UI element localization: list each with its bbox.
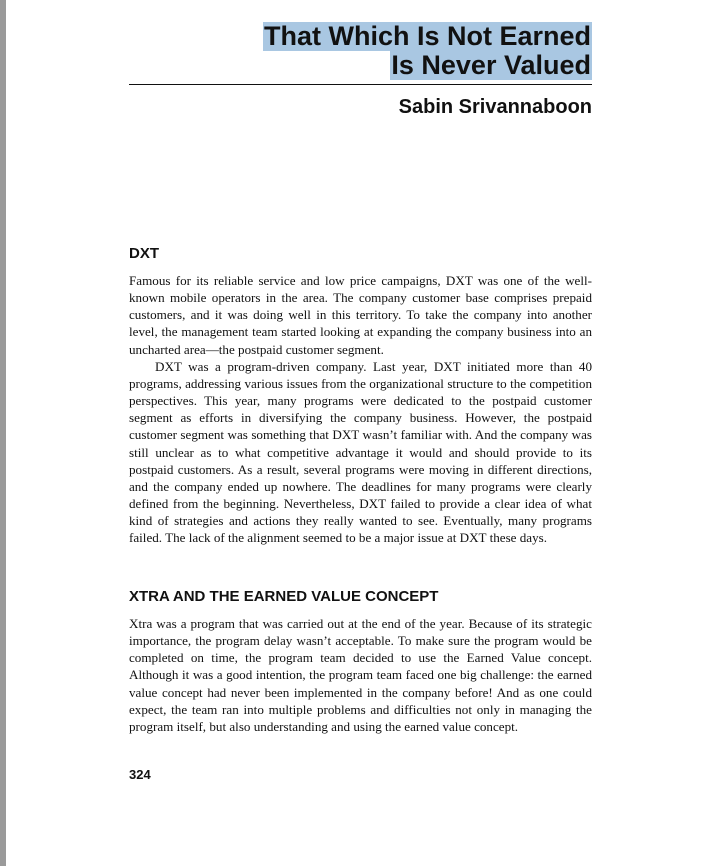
section-heading-xtra: XTRA AND THE EARNED VALUE CONCEPT: [129, 588, 439, 605]
paragraph: Xtra was a program that was carried out at the end of the year. Because of its strategic importance, the program delay wasn’t acceptable. To make sure the program would be completed on time, the program team decided to use the Earned Value concept. Although it was a good intention, the program team faced one big challenge: the earned value concept had never been implemented in the company before! And as one could expect, the team ran into multiple problems and difficulties not only in managing the program itself, but also understanding and using the earned value concept.: [129, 616, 592, 734]
chapter-author: Sabin Srivannaboon: [398, 96, 592, 118]
page-number: 324: [129, 767, 151, 782]
title-divider: [129, 84, 592, 85]
paragraph: DXT was a program-driven company. Last year, DXT initiated more than 40 programs, addressing various issues from the organizational structure to the competition perspectives. This year, many programs were dedicated to the postpaid customer segment as efforts in diversifying the company business. However, the postpaid customer segment was something that DXT wasn’t familiar with. And the company was still unclear as to what competitive advantage it would and should provide to its postpaid customers. As a result, several programs were moving in different directions, and the company ended up nowhere. The deadlines for many programs were clearly defined from the beginning. Nevertheless, DXT failed to provide a clear idea of what kind of strategies and actions they really wanted to see. Eventually, many programs failed. The lack of the alignment seemed to be a major issue at DXT these days.: [129, 358, 592, 546]
section-heading-dxt: DXT: [129, 245, 159, 262]
chapter-title-line-2[interactable]: Is Never Valued: [391, 50, 591, 80]
section-body-dxt: [129, 272, 592, 547]
chapter-title[interactable]: [263, 22, 592, 80]
chapter-title-line-1[interactable]: That Which Is Not Earned: [263, 21, 591, 51]
section-body-xtra: [129, 615, 592, 735]
paragraph: Famous for its reliable service and low price campaigns, DXT was one of the well-known mobile operators in the area. The company customer base comprises prepaid customers, and it was doing well in this territory. To take the company into another level, the management team started looking at expanding the company business into an uncharted area—the postpaid customer segment.: [129, 273, 592, 357]
document-page[interactable]: [6, 0, 720, 866]
